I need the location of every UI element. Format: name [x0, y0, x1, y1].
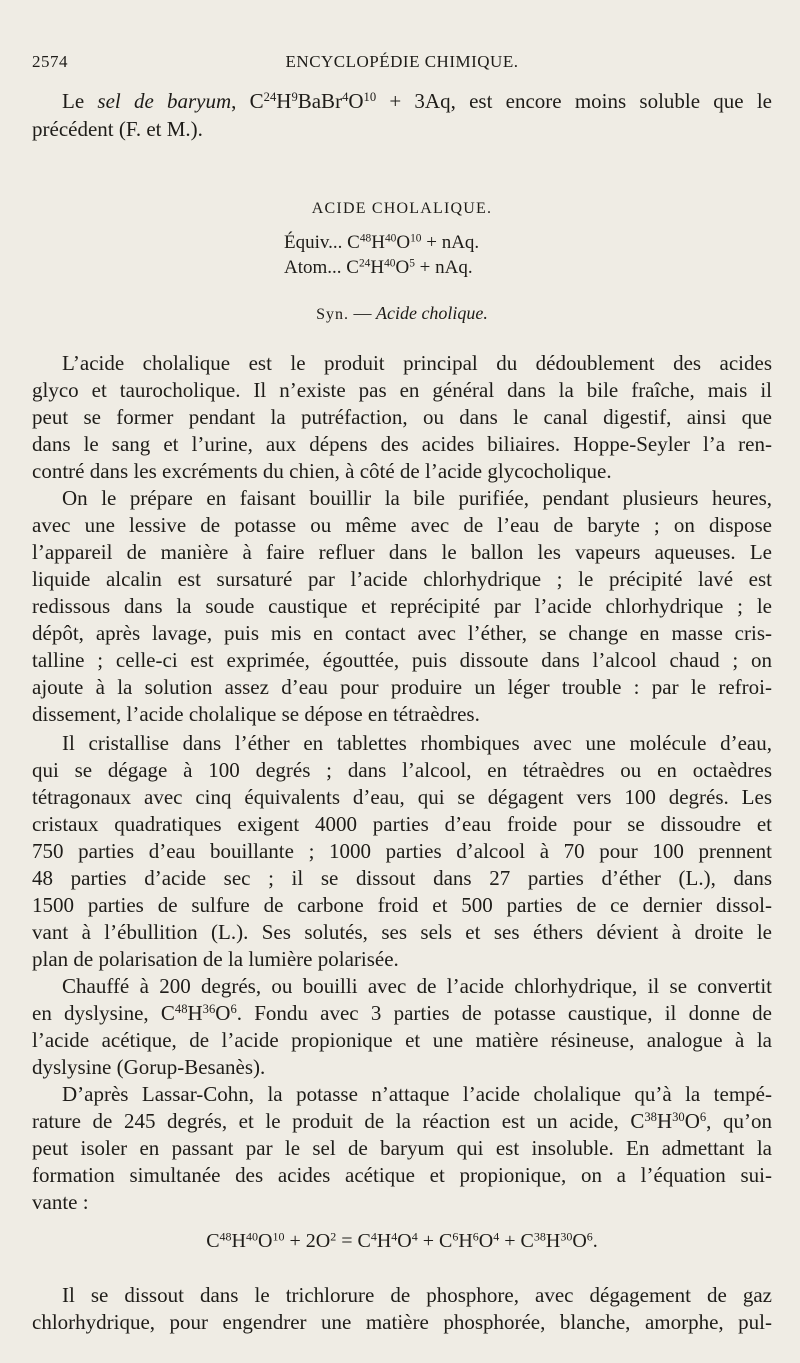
running-title: ENCYCLOPÉDIE CHIMIQUE. — [285, 52, 519, 71]
p3-line-2: qui se dégage à 100 degrés ; dans l’alcool, en tétraèdres ou en octaèdres — [32, 758, 772, 782]
p4-line-4: dyslysine (Gorup-Besanès). — [32, 1055, 266, 1079]
equiv-formula: Équiv... $C^{48}H^{40}O^{10}$ + nAq. — [284, 232, 480, 253]
p1-line-4: dans le sang et l’urine, aux dépens des acides biliaires. Hoppe-Seyler l’a ren- — [32, 432, 772, 456]
p3-line-3: tétragonaux avec cinq équivalents d’eau, qui se dégagent vers 100 degrés. Les — [32, 785, 772, 809]
p2-line-6: dépôt, après lavage, puis mis en contact avec l’éther, se change en masse cris- — [32, 621, 772, 645]
p3-line-4: cristaux quadratiques exigent 4000 parties d’eau froide pour se dissoudre et — [32, 812, 772, 836]
section-title: ACIDE CHOLALIQUE. — [311, 200, 493, 217]
p2-line-1: On le prépare en faisant bouillir la bile purifiée, pendant plusieurs heures, — [62, 486, 772, 510]
p5-line-4: formation simultanée des acides acétique et propionique, on a l’équation sui- — [32, 1163, 772, 1187]
p4-line-1: Chauffé à 200 degrés, ou bouilli avec de l’acide chlorhydrique, il se convertit — [62, 974, 772, 998]
p1-line-1: L’acide cholalique est le produit principal du dédoublement des acides — [62, 351, 772, 375]
p3-line-6: 48 parties d’acide sec ; il se dissout dans 27 parties d’éther (L.), dans — [32, 866, 772, 890]
p2-line-8: ajoute à la solution assez d’eau pour produire un léger trouble : par le refroi- — [32, 675, 772, 699]
p3-line-5: 750 parties d’eau bouillante ; 1000 parties d’alcool à 70 pour 100 prennent — [32, 839, 772, 863]
p2-line-4: liquide alcalin est sursaturé par l’acide chlorhydrique ; le précipité lavé est — [32, 567, 772, 591]
p5-line-1: D’après Lassar-Cohn, la potasse n’attaque l’acide cholalique qu’à la tempé- — [62, 1082, 772, 1106]
running-header — [32, 52, 772, 76]
atom-formula: Atom... $C^{24}H^{40}O^5$ + nAq. — [284, 257, 473, 278]
barium-salt-line-2: précédent (F. et M.). — [32, 117, 203, 141]
synonym-line: Syn. — Acide cholique. — [316, 303, 488, 323]
p6-line-1: Il se dissout dans le trichlorure de phosphore, avec dégagement de gaz — [62, 1283, 772, 1307]
p5-line-2: rature de 245 degrés, et le produit de la réaction est un acide, $C^{38}H^{30}O^6$, qu’on — [32, 1109, 772, 1133]
p3-line-1: Il cristallise dans l’éther en tablettes rhombiques avec une molécule d’eau, — [62, 731, 772, 755]
p3-line-8: vant à l’ébullition (L.). Ses solutés, ses sels et ses éthers dévient à droite le — [32, 920, 772, 944]
p4-line-2: en dyslysine, $C^{48}H^{36}O^6$. Fondu avec 3 parties de potasse caustique, il donne de — [32, 1001, 773, 1025]
p2-line-5: redissous dans la soude caustique et reprécipité par l’acide chlorhydrique ; le — [32, 594, 772, 618]
p1-line-5: contré dans les excréments du chien, à côté de l’acide glycocholique. — [32, 459, 612, 483]
p5-line-3: peut isoler en passant par le sel de baryum qui est insoluble. En admettant la — [32, 1136, 772, 1160]
p6-line-2: chlorhydrique, pour engendrer une matière phosphorée, blanche, amorphe, pul- — [32, 1310, 772, 1334]
p2-line-9: dissement, l’acide cholalique se dépose en tétraèdres. — [32, 702, 480, 726]
p2-line-3: l’appareil de manière à faire refluer dans le ballon les vapeurs aqueuses. Le — [32, 540, 772, 564]
p2-line-7: talline ; celle-ci est exprimée, égouttée, puis dissoute dans l’alcool chaud ; on — [32, 648, 772, 672]
p3-line-7: 1500 parties de sulfure de carbone froid et 500 parties de ce dernier dissol- — [32, 893, 772, 917]
p1-line-3: peut se former pendant la putréfaction, ou dans le canal digestif, ainsi que — [32, 405, 772, 429]
barium-salt-line-1: Le sel de baryum, $C^{24}H^9BaBr^4O^{10} + 3Aq$, est encore moins soluble que le — [62, 89, 773, 113]
p1-line-2: glyco et taurocholique. Il n’existe pas en général dans la bile fraîche, mais il — [32, 378, 772, 402]
p4-line-3: l’acide acétique, de l’acide propionique et une matière résineuse, analogue à la — [32, 1028, 772, 1052]
p3-line-9: plan de polarisation de la lumière polarisée. — [32, 947, 399, 971]
reaction-equation: $C^{48}H^{40}O^{10} + 2O^2 = C^4H^4O^4 + C^6H^6O^4 + C^{38}H^{30}O^6$. — [206, 1229, 598, 1252]
p2-line-2: avec une lessive de potasse ou même avec de l’eau de baryte ; on dispose — [32, 513, 772, 537]
page-number: 2574 — [32, 52, 68, 71]
p5-line-5: vante : — [32, 1190, 89, 1214]
